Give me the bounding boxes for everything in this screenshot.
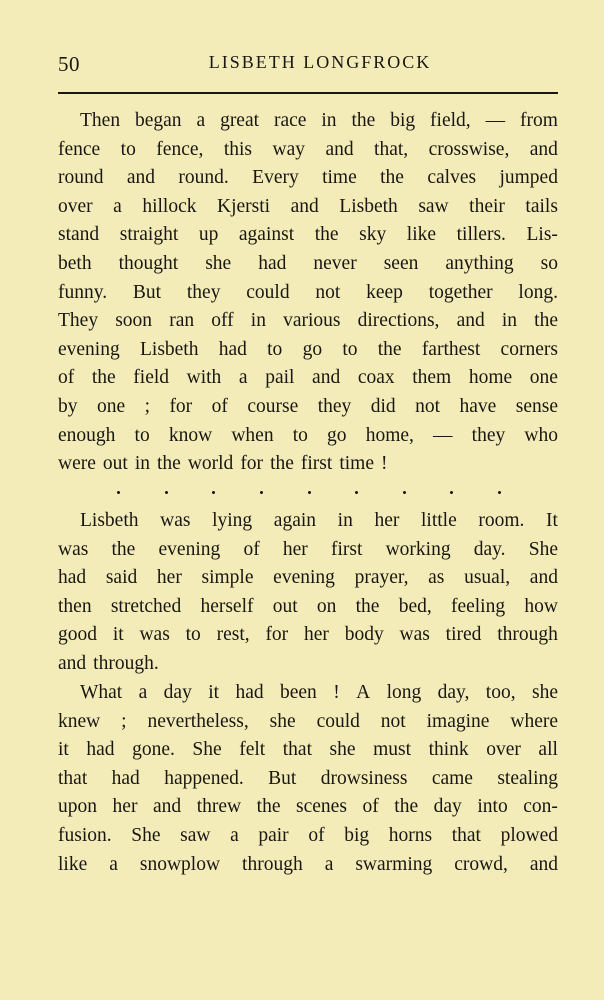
text-line: upon her and threw the scenes of the day into con-	[58, 796, 558, 818]
section-break-dot	[450, 491, 453, 494]
text-line: had said her simple evening prayer, as usual, and	[58, 567, 558, 589]
text-line: round and round. Every time the calves jumped	[58, 167, 558, 189]
text-line: funny. But they could not keep together long.	[58, 281, 558, 303]
page-header	[58, 52, 558, 82]
paragraph-evening	[58, 507, 558, 679]
paragraph-race	[58, 107, 558, 479]
paragraph-day	[58, 679, 558, 879]
header-rule	[58, 92, 558, 94]
text-line: evening Lisbeth had to go to the farthest corners	[58, 338, 558, 360]
section-break-dot	[308, 491, 311, 494]
text-line: fusion. She saw a pair of big horns that plowed	[58, 824, 558, 846]
text-line: Lisbeth was lying again in her little room. It	[80, 510, 558, 531]
section-break-dot	[498, 491, 501, 494]
text-line: knew ; nevertheless, she could not imagine where	[58, 710, 558, 732]
section-break	[117, 482, 501, 502]
text-line: over a hillock Kjersti and Lisbeth saw their tails	[58, 195, 558, 217]
text-line: then stretched herself out on the bed, feeling how	[58, 595, 558, 617]
text-line: it had gone. She felt that she must think over all	[58, 739, 558, 761]
text-line: beth thought she had never seen anything so	[58, 252, 558, 274]
section-break-dot	[355, 491, 358, 494]
text-line: that had happened. But drowsiness came stealing	[58, 767, 558, 789]
text-line: like a snowplow through a swarming crowd, and	[58, 853, 558, 875]
section-break-dot	[165, 491, 168, 494]
text-line: was the evening of her first working day. She	[58, 538, 558, 560]
text-line: good it was to rest, for her body was tired through	[58, 624, 558, 646]
page-number: 50	[58, 52, 80, 76]
text-line: and through.	[58, 652, 159, 674]
text-line: of the field with a pail and coax them home one	[58, 367, 558, 389]
text-line: What a day it had been ! A long day, too, she	[80, 682, 558, 703]
text-line: stand straight up against the sky like tillers. Lis-	[58, 224, 558, 246]
text-line: fence to fence, this way and that, crosswise, and	[58, 138, 558, 160]
section-break-dot	[260, 491, 263, 494]
text-line: enough to know when to go home, — they who	[58, 424, 558, 446]
text-line: by one ; for of course they did not have sense	[58, 395, 558, 417]
section-break-dot	[117, 491, 120, 494]
running-title: LISBETH LONGFROCK	[208, 52, 432, 72]
text-line: Then began a great race in the big field, — from	[80, 110, 558, 131]
section-break-dot	[403, 491, 406, 494]
text-line: were out in the world for the first time !	[58, 453, 388, 475]
text-line: They soon ran off in various directions, and in the	[58, 310, 558, 332]
section-break-dot	[212, 491, 215, 494]
